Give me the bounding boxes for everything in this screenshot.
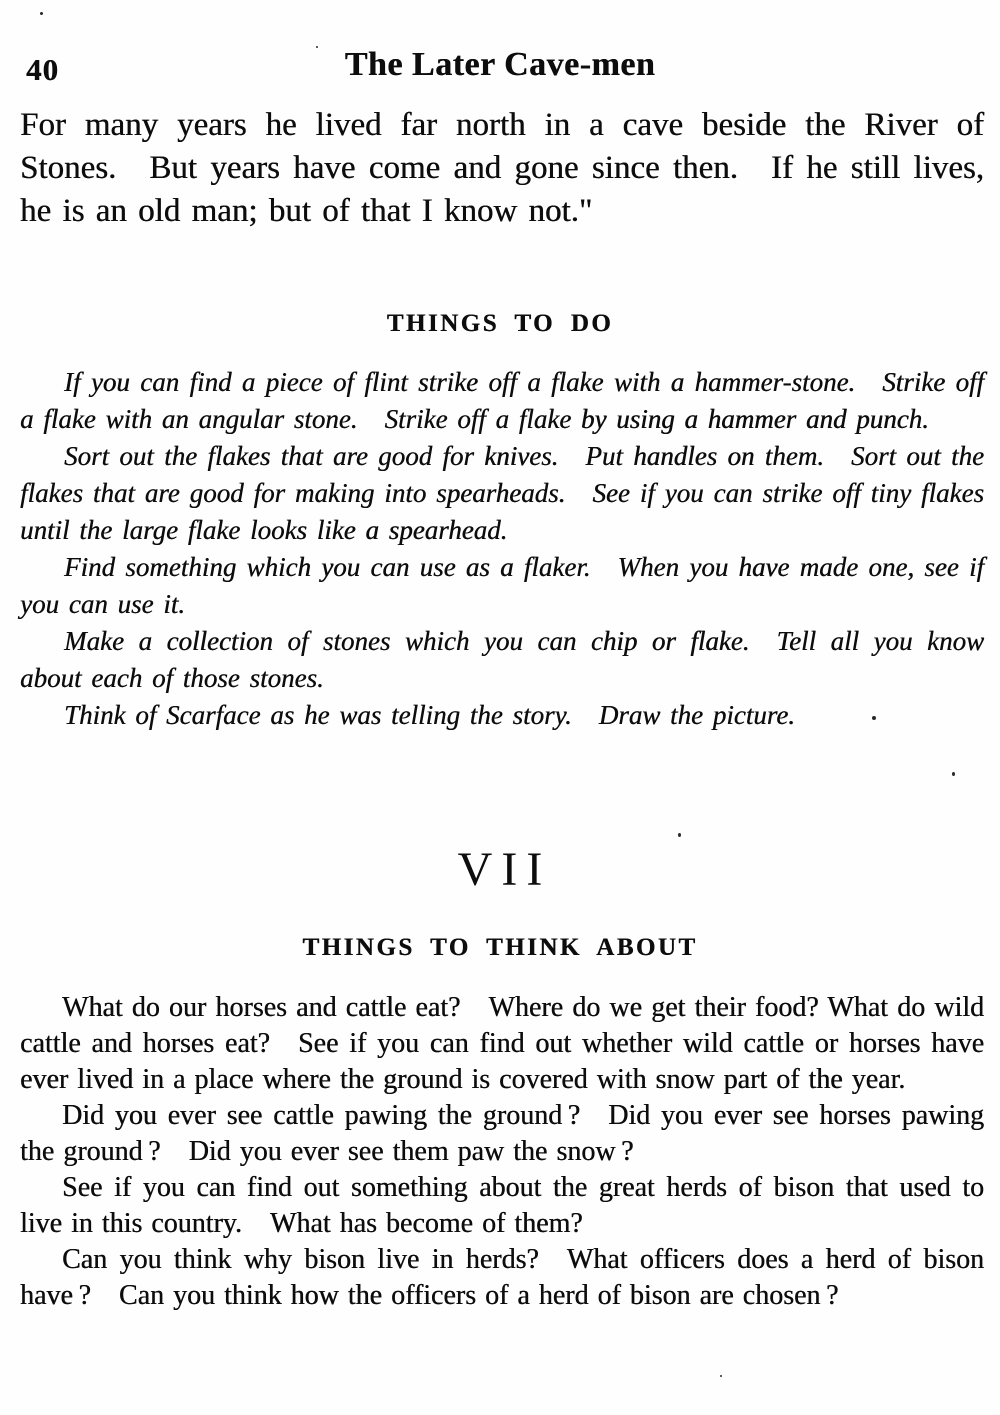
- things-to-think-about-section: [20, 990, 984, 1314]
- scan-speck: [872, 716, 876, 720]
- think-paragraph: See if you can find out something about the great herds of bison that used to live in this country. What has become of them?: [20, 1172, 984, 1239]
- page-header: [0, 46, 1000, 96]
- running-title: The Later Cave-men: [344, 46, 656, 83]
- story-paragraph: For many years he lived far north in a cave beside the River of Stones. But years have come and gone since then. If he still lives, he is an old man; but of that I know not.": [20, 107, 984, 229]
- think-paragraph: Can you think why bison live in herds? What officers does a herd of bison have ? Can you think how the officers of a herd of bison are chosen ?: [20, 1244, 984, 1311]
- scan-speck: [40, 12, 43, 15]
- scan-speck: [720, 1375, 722, 1377]
- todo-paragraph: If you can find a piece of flint strike off a flake with a hammer-stone. Strike off a flake with an angular stone. Strike off a flake by using a hammer and punch.: [20, 367, 984, 434]
- page-number: 40: [26, 52, 59, 87]
- story-continuation: [20, 104, 984, 233]
- todo-paragraph: Find something which you can use as a flaker. When you have made one, see if you can use it.: [20, 552, 984, 619]
- think-paragraph: What do our horses and cattle eat? Where do we get their food? What do wild cattle and horses eat? See if you can find out whether wild cattle or horses have ever lived in a place where the ground is covered with snow part of the year.: [20, 992, 984, 1095]
- things-to-do-heading: THINGS TO DO: [386, 310, 614, 337]
- scan-speck: [678, 833, 681, 837]
- todo-paragraph: Sort out the flakes that are good for knives. Put handles on them. Sort out the flakes that are good for making into spearheads. See if you can strike off tiny flakes until the large flake looks like a spearhead.: [20, 441, 984, 545]
- todo-paragraph: Think of Scarface as he was telling the story. Draw the picture.: [64, 700, 795, 730]
- things-to-do-section: [20, 364, 984, 734]
- things-to-think-about-heading: THINGS TO THINK ABOUT: [302, 934, 698, 961]
- chapter-numeral: VII: [457, 843, 552, 896]
- scan-speck: [316, 46, 318, 48]
- scan-speck: [952, 772, 955, 776]
- think-paragraph: Did you ever see cattle pawing the ground ? Did you ever see horses pawing the ground ? Did you ever see them paw the snow ?: [20, 1100, 984, 1167]
- todo-paragraph: Make a collection of stones which you can chip or flake. Tell all you know about each of those stones.: [20, 626, 984, 693]
